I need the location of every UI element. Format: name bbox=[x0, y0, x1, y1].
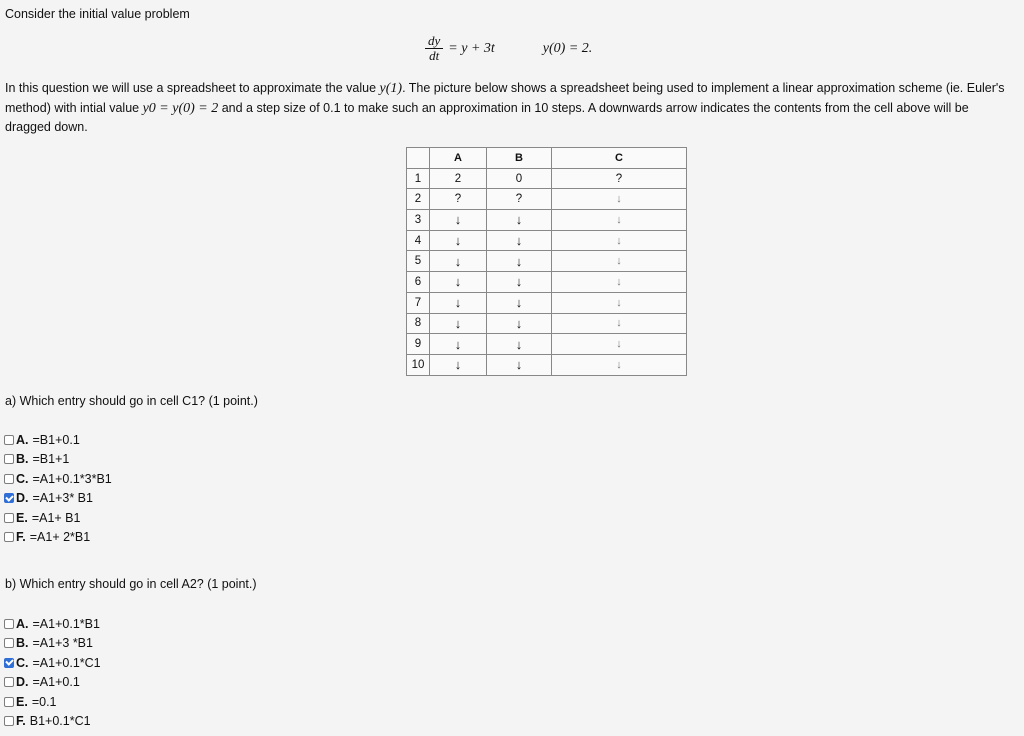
answer-option[interactable] bbox=[4, 712, 101, 732]
answer-option[interactable] bbox=[4, 673, 101, 693]
equation-rhs: = y + 3t bbox=[448, 40, 495, 56]
row-number-cell: 2 bbox=[407, 189, 430, 210]
cell-c: ↓ bbox=[552, 334, 687, 355]
option-letter: E. bbox=[16, 694, 28, 709]
column-header-a: A bbox=[430, 148, 487, 169]
derivative-fraction bbox=[425, 34, 443, 63]
cell-b: ↓ bbox=[487, 210, 552, 231]
spreadsheet-header-row bbox=[407, 148, 687, 169]
checkbox-icon[interactable] bbox=[4, 532, 14, 542]
option-letter: D. bbox=[16, 491, 29, 506]
option-text: =A1+ B1 bbox=[31, 510, 81, 525]
answer-option[interactable] bbox=[4, 450, 112, 470]
option-letter: E. bbox=[16, 510, 28, 525]
cell-c: ↓ bbox=[552, 292, 687, 313]
fraction-denominator: dt bbox=[429, 48, 440, 63]
cell-a: ? bbox=[430, 189, 487, 210]
cell-b: ? bbox=[487, 189, 552, 210]
cell-c: ↓ bbox=[552, 210, 687, 231]
option-letter: A. bbox=[16, 432, 29, 447]
spreadsheet-row bbox=[407, 210, 687, 231]
cell-b: ↓ bbox=[487, 292, 552, 313]
row-number-cell: 3 bbox=[407, 210, 430, 231]
cell-b: ↓ bbox=[487, 334, 552, 355]
row-number-cell: 1 bbox=[407, 168, 430, 189]
checkbox-icon[interactable] bbox=[4, 619, 14, 629]
answer-option[interactable] bbox=[4, 692, 101, 712]
description-math2: y0 = y(0) = 2 bbox=[142, 100, 219, 116]
ode-equation bbox=[425, 34, 592, 63]
option-letter: B. bbox=[16, 636, 29, 651]
option-text: =0.1 bbox=[31, 694, 57, 709]
option-text: =A1+0.1*B1 bbox=[32, 616, 100, 631]
cell-c: ↓ bbox=[552, 230, 687, 251]
row-number-cell: 9 bbox=[407, 334, 430, 355]
cell-a: ↓ bbox=[430, 272, 487, 293]
option-letter: F. bbox=[16, 714, 26, 729]
checkbox-checked-icon[interactable] bbox=[4, 493, 14, 503]
cell-b: ↓ bbox=[487, 313, 552, 334]
row-number-cell: 7 bbox=[407, 292, 430, 313]
option-text: =A1+3 *B1 bbox=[32, 636, 93, 651]
cell-c: ↓ bbox=[552, 251, 687, 272]
spreadsheet-row bbox=[407, 230, 687, 251]
corner-cell bbox=[407, 148, 430, 169]
spreadsheet-row bbox=[407, 292, 687, 313]
checkbox-icon[interactable] bbox=[4, 435, 14, 445]
intro-text: Consider the initial value problem bbox=[5, 7, 190, 21]
option-letter: F. bbox=[16, 530, 26, 545]
cell-a: ↓ bbox=[430, 210, 487, 231]
option-text: =A1+0.1*C1 bbox=[32, 655, 101, 670]
spreadsheet-row bbox=[407, 334, 687, 355]
spreadsheet-row bbox=[407, 313, 687, 334]
cell-c: ↓ bbox=[552, 272, 687, 293]
option-letter: B. bbox=[16, 452, 29, 467]
cell-b: ↓ bbox=[487, 251, 552, 272]
row-number-cell: 4 bbox=[407, 230, 430, 251]
initial-condition: y(0) = 2. bbox=[542, 40, 593, 56]
question-a-prompt: a) Which entry should go in cell C1? (1 point.) bbox=[5, 394, 258, 408]
checkbox-icon[interactable] bbox=[4, 697, 14, 707]
checkbox-icon[interactable] bbox=[4, 677, 14, 687]
option-text: =A1+0.1 bbox=[32, 675, 80, 690]
question-b-prompt: b) Which entry should go in cell A2? (1 point.) bbox=[5, 577, 257, 591]
description-part1: In this question we will use a spreadsheet to approximate the value bbox=[5, 81, 380, 95]
checkbox-icon[interactable] bbox=[4, 716, 14, 726]
option-letter: C. bbox=[16, 471, 29, 486]
option-text: =A1+ 2*B1 bbox=[29, 530, 91, 545]
spreadsheet-row bbox=[407, 251, 687, 272]
fraction-numerator: dy bbox=[425, 34, 443, 49]
option-text: =B1+0.1 bbox=[32, 432, 80, 447]
column-header-b: B bbox=[487, 148, 552, 169]
checkbox-icon[interactable] bbox=[4, 474, 14, 484]
spreadsheet-table bbox=[406, 147, 687, 376]
cell-b: 0 bbox=[487, 168, 552, 189]
spreadsheet-row bbox=[407, 272, 687, 293]
problem-description bbox=[5, 79, 1017, 137]
cell-c: ? bbox=[552, 168, 687, 189]
row-number-cell: 10 bbox=[407, 354, 430, 375]
option-text: =B1+1 bbox=[32, 452, 70, 467]
cell-a: ↓ bbox=[430, 313, 487, 334]
answer-option[interactable] bbox=[4, 634, 101, 654]
option-letter: A. bbox=[16, 616, 29, 631]
cell-a: 2 bbox=[430, 168, 487, 189]
question-b-options bbox=[4, 614, 101, 731]
answer-option[interactable] bbox=[4, 614, 101, 634]
answer-option[interactable] bbox=[4, 508, 112, 528]
option-text: =A1+0.1*3*B1 bbox=[32, 471, 112, 486]
checkbox-icon[interactable] bbox=[4, 513, 14, 523]
description-part2: . The picture below shows a spreadsheet being used to implement a linear approximation scheme (ie. Euler's method) with intial value bbox=[5, 81, 1005, 115]
option-letter: D. bbox=[16, 675, 29, 690]
answer-option[interactable] bbox=[4, 469, 112, 489]
cell-b: ↓ bbox=[487, 272, 552, 293]
checkbox-icon[interactable] bbox=[4, 638, 14, 648]
cell-a: ↓ bbox=[430, 292, 487, 313]
description-math1: y(1) bbox=[379, 81, 403, 96]
spreadsheet-row bbox=[407, 168, 687, 189]
cell-a: ↓ bbox=[430, 334, 487, 355]
cell-b: ↓ bbox=[487, 354, 552, 375]
column-header-c: C bbox=[552, 148, 687, 169]
checkbox-checked-icon[interactable] bbox=[4, 658, 14, 668]
option-letter: C. bbox=[16, 655, 29, 670]
cell-c: ↓ bbox=[552, 313, 687, 334]
answer-option[interactable] bbox=[4, 489, 112, 509]
row-number-cell: 6 bbox=[407, 272, 430, 293]
cell-c: ↓ bbox=[552, 189, 687, 210]
cell-a: ↓ bbox=[430, 251, 487, 272]
spreadsheet-row bbox=[407, 189, 687, 210]
checkbox-icon[interactable] bbox=[4, 454, 14, 464]
cell-a: ↓ bbox=[430, 354, 487, 375]
cell-c: ↓ bbox=[552, 354, 687, 375]
row-number-cell: 8 bbox=[407, 313, 430, 334]
answer-option[interactable] bbox=[4, 653, 101, 673]
answer-option[interactable] bbox=[4, 528, 112, 548]
description-part3: and a step size of 0.1 to make such an approximation in 10 steps. A downwards arrow indicates the contents from the cell above will be dragged down. bbox=[5, 100, 969, 134]
cell-a: ↓ bbox=[430, 230, 487, 251]
spreadsheet-row bbox=[407, 354, 687, 375]
answer-option[interactable] bbox=[4, 430, 112, 450]
option-text: B1+0.1*C1 bbox=[29, 714, 91, 729]
cell-b: ↓ bbox=[487, 230, 552, 251]
row-number-cell: 5 bbox=[407, 251, 430, 272]
option-text: =A1+3* B1 bbox=[32, 491, 93, 506]
question-a-options bbox=[4, 430, 112, 547]
